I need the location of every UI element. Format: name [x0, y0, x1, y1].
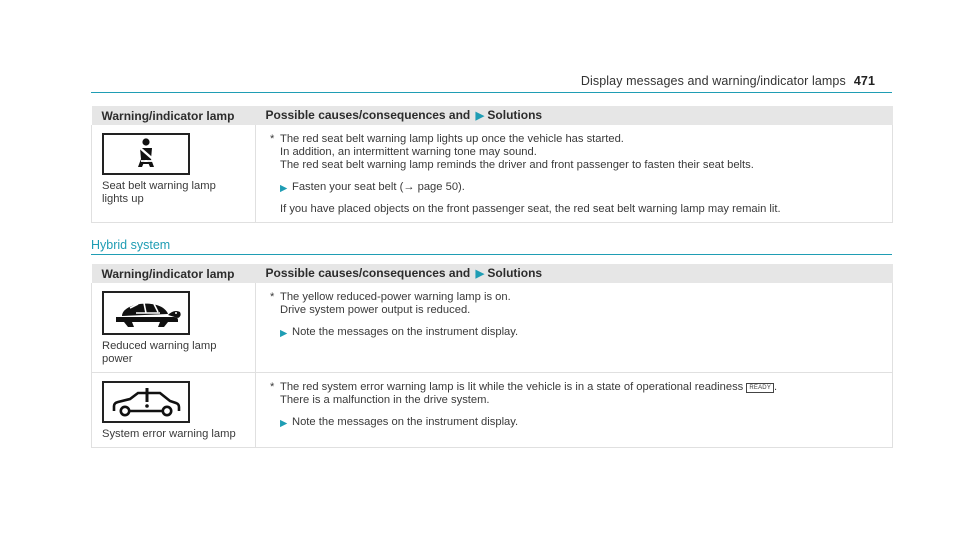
lamp-label-line-2: lights up [102, 193, 144, 205]
lamp-label-line-1: Reduced warning lamp [102, 340, 217, 352]
ready-symbol: READY [746, 383, 774, 393]
step-arrow-icon: ▶ [280, 183, 288, 194]
cause-line-1: The red system error warning lamp is lit while the vehicle is in a state of operational readiness [280, 381, 744, 393]
running-header [581, 74, 875, 88]
hybrid-system-table [91, 264, 893, 448]
cause-cell: * The red system error warning lamp is lit while the vehicle is in a state of operational readiness READY . There is a malfunction in the drive system. ▶ Note the messages on the instrument display. [256, 373, 893, 448]
causes-label: Possible causes/consequences and [265, 108, 471, 122]
solutions-label: Solutions [487, 108, 543, 122]
cause-line-2: There is a malfunction in the drive system. [280, 394, 490, 406]
causes-label: Possible causes/consequences and [265, 266, 471, 280]
section-title: Hybrid system [91, 238, 171, 252]
lamp-label-line-1: Seat belt warning lamp [102, 180, 216, 192]
seat-belt-table [91, 106, 893, 223]
lamp-cell [92, 373, 256, 448]
car-warning-icon [102, 381, 190, 423]
solution-step: Note the messages on the instrument display. [292, 416, 519, 428]
seat-belt-icon [102, 133, 190, 175]
cause-cell: * The yellow reduced-power warning lamp is on. Drive system power output is reduced. ▶ Note the messages on the instrument display. [256, 283, 893, 373]
solutions-arrow-icon: ▶ [475, 110, 485, 122]
turtle-icon [102, 291, 190, 335]
cause-line-1: The yellow reduced-power warning lamp is on. [280, 291, 511, 303]
note-text: If you have placed objects on the front passenger seat, the red seat belt warning lamp may remain lit. [280, 203, 781, 215]
lamp-label-line-1: System error warning lamp [102, 428, 236, 440]
lamp-cell [92, 125, 256, 223]
table-row [92, 125, 893, 223]
cause-line-3: The red seat belt warning lamp reminds the driver and front passenger to fasten their seat belts. [280, 159, 754, 171]
header-rule [91, 92, 892, 93]
table-row [92, 373, 893, 448]
step-arrow-icon: ▶ [280, 418, 288, 429]
page-number: 471 [853, 74, 875, 88]
cause-line-1: The red seat belt warning lamp lights up once the vehicle has started. [280, 133, 624, 145]
running-title: Display messages and warning/indicator lamps [580, 74, 846, 88]
column-header-causes [256, 264, 893, 283]
step-arrow-icon: ▶ [280, 328, 288, 339]
cause-line-1-end: . [774, 381, 778, 393]
column-header-causes [256, 106, 893, 125]
table-row [92, 283, 893, 373]
solution-step: Fasten your seat belt (→ page 50). [292, 181, 465, 193]
cause-line-2: In addition, an intermittent warning tone may sound. [280, 146, 537, 158]
solutions-arrow-icon: ▶ [475, 268, 485, 280]
lamp-label-line-2: power [102, 353, 133, 365]
cause-cell: * The red seat belt warning lamp lights up once the vehicle has started. In addition, an intermittent warning tone may sound. The red seat belt warning lamp reminds the driver and front passenger to fasten their seat belts. ▶ Fasten your seat belt (→ page 50). If you have placed objects on the front passenger seat, the red seat belt warning lamp may remain lit. [256, 125, 893, 223]
solution-step: Note the messages on the instrument display. [292, 326, 519, 338]
column-header-lamp: Warning/indicator lamp [92, 264, 256, 283]
cause-line-2: Drive system power output is reduced. [280, 304, 471, 316]
solutions-label: Solutions [487, 266, 543, 280]
lamp-cell [92, 283, 256, 373]
section-rule [91, 254, 892, 255]
column-header-lamp: Warning/indicator lamp [92, 106, 256, 125]
